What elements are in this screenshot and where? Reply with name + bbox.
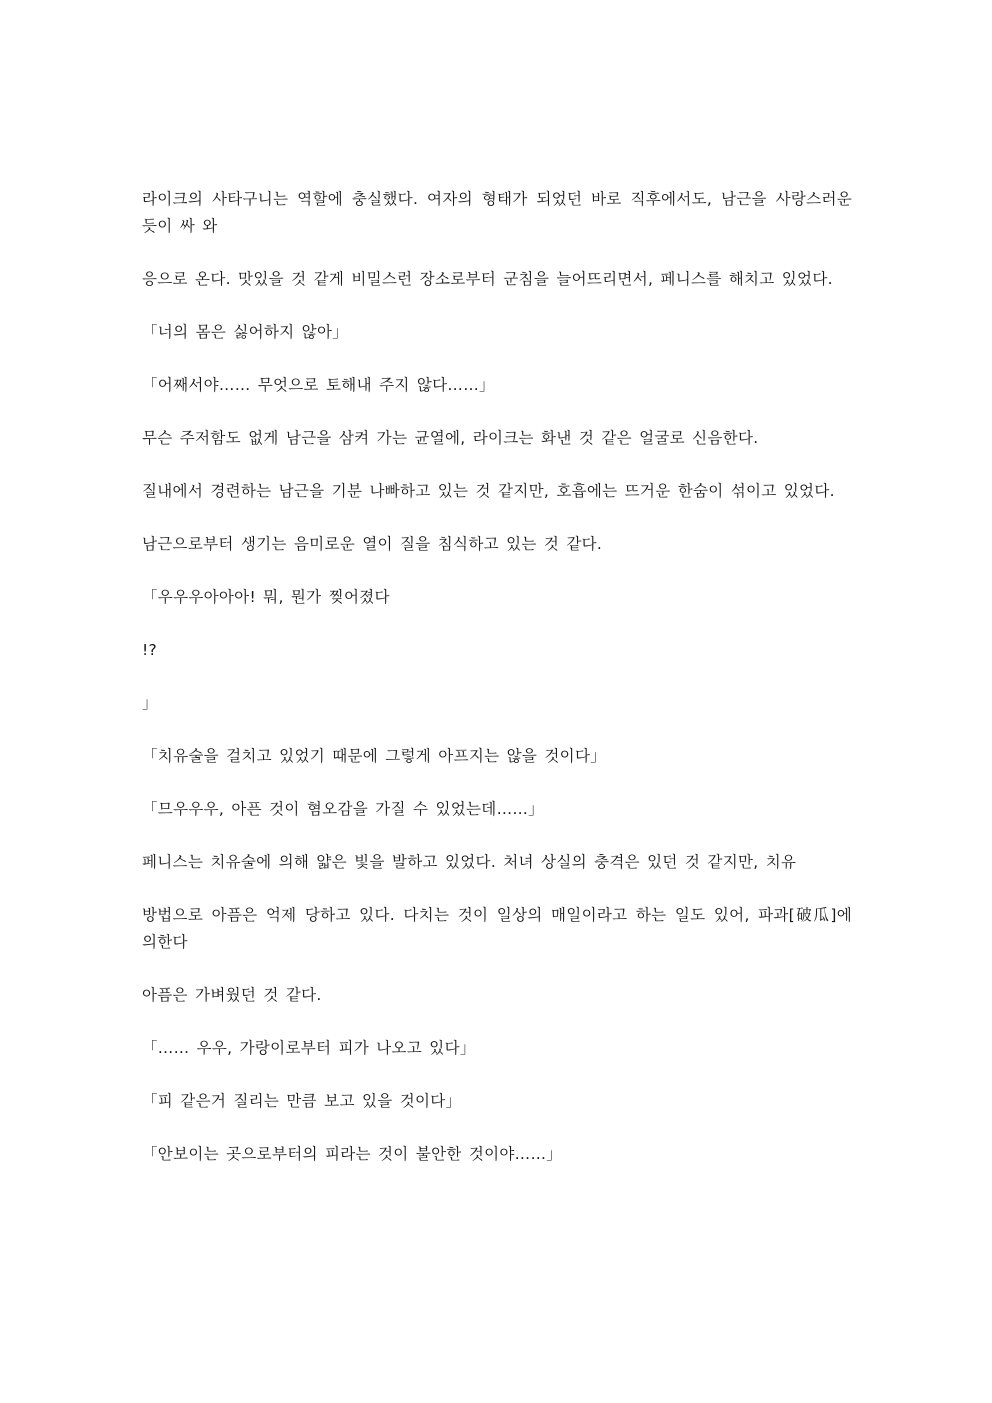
paragraph-4: 「어째서야…… 무엇으로 토해내 주지 않다……」 <box>142 376 495 394</box>
paragraph-9: !? <box>142 641 158 659</box>
paragraph-6: 질내에서 경련하는 남근을 기분 나빠하고 있는 것 같지만, 호흡에는 뜨거운 한숨이 섞이고 있었다. <box>142 482 835 500</box>
paragraph-18: 「안보이는 곳으로부터의 피라는 것이 불안한 것이야……」 <box>142 1145 563 1163</box>
paragraph-10: 」 <box>142 694 158 712</box>
document-body <box>142 186 852 1194</box>
paragraph-15: 아픔은 가벼웠던 것 같다. <box>142 986 322 1004</box>
paragraph-14: 방법으로 아픔은 억제 당하고 있다. 다치는 것이 일상의 매일이라고 하는 일도 있어, 파과[破瓜]에 의한다 <box>142 906 852 951</box>
paragraph-1: 라이크의 사타구니는 역할에 충실했다. 여자의 형태가 되었던 바로 직후에서도, 남근을 사랑스러운 듯이 싸 와 <box>142 190 852 235</box>
paragraph-12: 「므우우우, 아픈 것이 혐오감을 가질 수 있었는데……」 <box>142 800 544 818</box>
paragraph-17: 「피 같은거 질리는 만큼 보고 있을 것이다」 <box>142 1092 462 1110</box>
paragraph-13: 페니스는 치유술에 의해 얇은 빛을 발하고 있었다. 처녀 상실의 충격은 있던 것 같지만, 치유 <box>142 853 797 871</box>
paragraph-16: 「…… 우우, 가랑이로부터 피가 나오고 있다」 <box>142 1039 476 1057</box>
paragraph-7: 남근으로부터 생기는 음미로운 열이 질을 침식하고 있는 것 같다. <box>142 535 603 553</box>
paragraph-3: 「너의 몸은 싫어하지 않아」 <box>142 323 349 341</box>
paragraph-11: 「치유술을 걸치고 있었기 때문에 그렇게 아프지는 않을 것이다」 <box>142 747 607 765</box>
paragraph-5: 무슨 주저함도 없게 남근을 삼켜 가는 균열에, 라이크는 화낸 것 같은 얼굴로 신음한다. <box>142 429 759 447</box>
paragraph-8: 「우우우아아아! 뭐, 뭔가 찢어졌다 <box>142 588 390 606</box>
paragraph-2: 응으로 온다. 맛있을 것 같게 비밀스런 장소로부터 군침을 늘어뜨리면서, 페니스를 해치고 있었다. <box>142 270 833 288</box>
